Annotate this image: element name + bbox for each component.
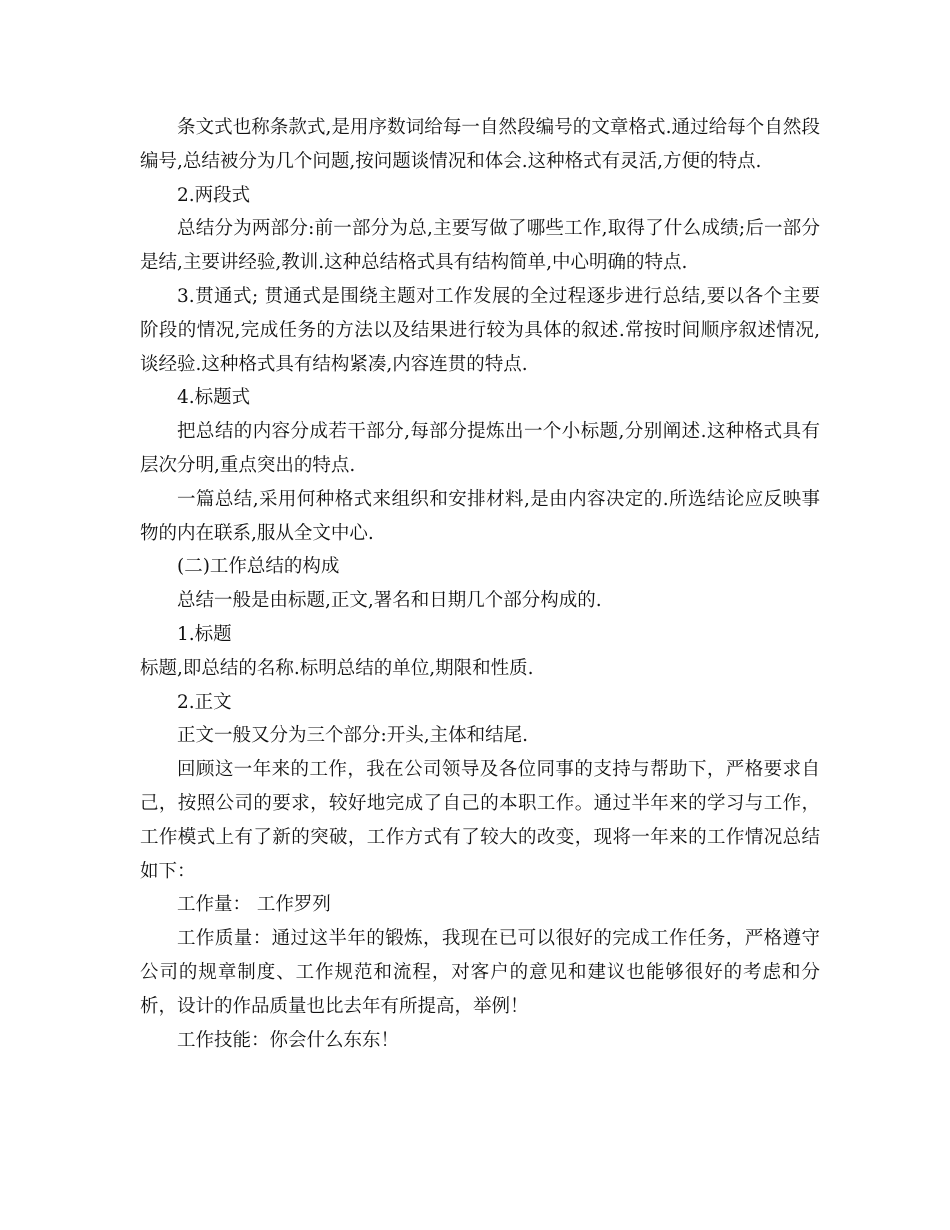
paragraph-review: 回顾这一年来的工作，我在公司领导及各位同事的支持与帮助下，严格要求自己，按照公司的要求，较好地完成了自己的本职工作。通过半年来的学习与工作，工作模式上有了新的突破，工作方式有了较大的改变，现将一年来的工作情况总结如下： [140, 759, 820, 882]
document-page [140, 111, 820, 1057]
paragraph-guantongshi: 3.贯通式; 贯通式是围绕主题对工作发展的全过程逐步进行总结,要以各个主要阶段的情况,完成任务的方法以及结果进行较为具体的叙述.常按时间顺序叙述情况,谈经验.这种格式具有结构紧凑,内容连贯的特点. [140, 285, 820, 375]
paragraph-liangduanshi: 总结分为两部分:前一部分为总,主要写做了哪些工作,取得了什么成绩;后一部分是结,主要讲经验,教训.这种总结格式具有结构简单,中心明确的特点. [140, 218, 820, 274]
paragraph-tiaowenshi-intro: 条文式也称条款式,是用序数词给每一自然段编号的文章格式.通过给每个自然段编号,总结被分为几个问题,按问题谈情况和体会.这种格式有灵活,方便的特点. [140, 117, 820, 172]
heading-title: 1.标题 [177, 623, 232, 645]
paragraph-workload: 工作量： 工作罗列 [177, 894, 331, 916]
paragraph-format-choice: 一篇总结,采用何种格式来组织和安排材料,是由内容决定的.所选结论应反映事物的内在联系,服从全文中心. [140, 488, 820, 544]
paragraph-work-quality: 工作质量：通过这半年的锻炼，我现在已可以很好的完成工作任务，严格遵守公司的规章制度、工作规范和流程，对客户的意见和建议也能够很好的考虑和分析，设计的作品质量也比去年有所提高，举例！ [140, 928, 820, 1017]
paragraph-body-parts: 正文一般又分为三个部分:开头,主体和结尾. [177, 725, 528, 747]
heading-composition: (二)工作总结的构成 [177, 556, 340, 578]
paragraph-title: 标题,即总结的名称.标明总结的单位,期限和性质. [140, 657, 534, 679]
paragraph-biaotishi: 把总结的内容分成若干部分,每部分提炼出一个小标题,分别阐述.这种格式具有层次分明,重点突出的特点. [140, 421, 820, 476]
paragraph-composition: 总结一般是由标题,正文,署名和日期几个部分构成的. [177, 590, 602, 612]
paragraph-work-skills: 工作技能：你会什么东东！ [177, 1029, 400, 1051]
heading-biaotishi: 4.标题式 [177, 387, 251, 409]
heading-liangduanshi: 2.两段式 [177, 184, 251, 206]
heading-body: 2.正文 [177, 691, 232, 713]
